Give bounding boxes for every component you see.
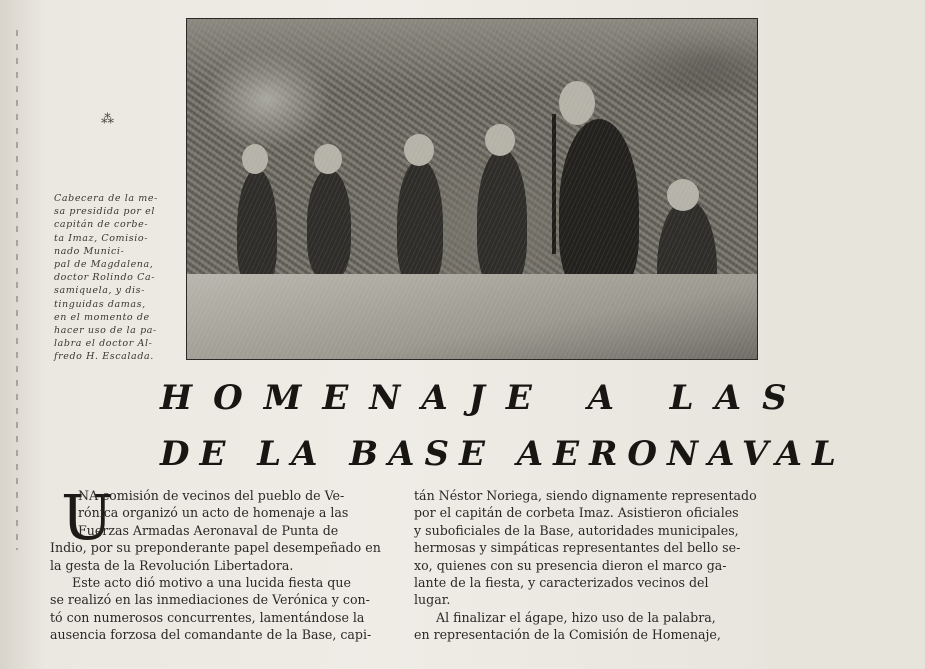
photo-caption: [54, 192, 168, 364]
caption-line: labra el doctor Al-: [54, 338, 153, 350]
article-line: la gesta de la Revolución Libertadora.: [50, 557, 294, 573]
headline-line-1: [160, 378, 925, 418]
headline-line-1-text: HOMENAJE A LAS: [160, 378, 808, 418]
article-line: tán Néstor Noriega, siendo dignamente representado: [414, 488, 757, 503]
article-line: hermosas y simpáticas representantes del bello se-: [414, 540, 741, 556]
caption-line: ta Imaz, Comisio-: [54, 232, 149, 244]
photo-grain-overlay: [187, 19, 757, 359]
article-line: Fuerzas Armadas Aeronaval de Punta de: [78, 522, 339, 538]
ornament-mark: ⁂: [101, 112, 114, 127]
event-photograph: [186, 18, 758, 360]
article-line: NA comisión de vecinos del pueblo de Ve-: [78, 488, 345, 503]
caption-line: nado Munici-: [54, 245, 125, 257]
article-line: Este acto dió motivo a una lucida fiesta que: [72, 575, 351, 591]
article-column-left: [50, 481, 396, 644]
headline-line-2-text: DE LA BASE AERONAVAL: [160, 434, 846, 474]
caption-line: fredo H. Escalada.: [54, 351, 154, 363]
article-line: lugar.: [414, 592, 451, 608]
caption-line: capitán de corbe-: [54, 219, 149, 231]
caption-line: samiquela, y dis-: [54, 285, 145, 297]
headline-line-2: [160, 434, 925, 474]
caption-line: pal de Magdalena,: [54, 259, 154, 271]
article-body: [0, 481, 765, 669]
article-line: lante de la fiesta, y caracterizados vecinos del: [414, 575, 709, 591]
article-line: rónica organizó un acto de homenaje a las: [78, 505, 349, 521]
article-line: por el capitán de corbeta Imaz. Asistieron oficiales: [414, 505, 739, 521]
caption-line: en el momento de: [54, 311, 150, 323]
article-line: Indio, por su preponderante papel desempeñado en: [50, 540, 381, 556]
article-line: xo, quienes con su presencia dieron el marco ga-: [414, 557, 727, 573]
article-line: ausencia forzosa del comandante de la Base, capi-: [50, 627, 372, 643]
caption-line: doctor Rolindo Ca-: [54, 272, 156, 284]
caption-line: hacer uso de la pa-: [54, 325, 157, 337]
article-line: se realizó en las inmediaciones de Verónica y con-: [50, 592, 370, 608]
article-line: y suboficiales de la Base, autoridades municipales,: [414, 522, 739, 538]
caption-line: sa presidida por el: [54, 206, 156, 218]
article-line: Al finalizar el ágape, hizo uso de la palabra,: [436, 609, 716, 625]
caption-line: Cabecera de la me-: [54, 193, 158, 204]
article-line: en representación de la Comisión de Homenaje,: [414, 627, 721, 643]
caption-line: tinguidas damas,: [54, 298, 146, 310]
page-edge-shadow: [16, 30, 18, 550]
drop-cap: U: [61, 481, 114, 554]
article-column-right: [414, 487, 764, 644]
article-line: tó con numerosos concurrentes, lamentándose la: [50, 609, 365, 625]
